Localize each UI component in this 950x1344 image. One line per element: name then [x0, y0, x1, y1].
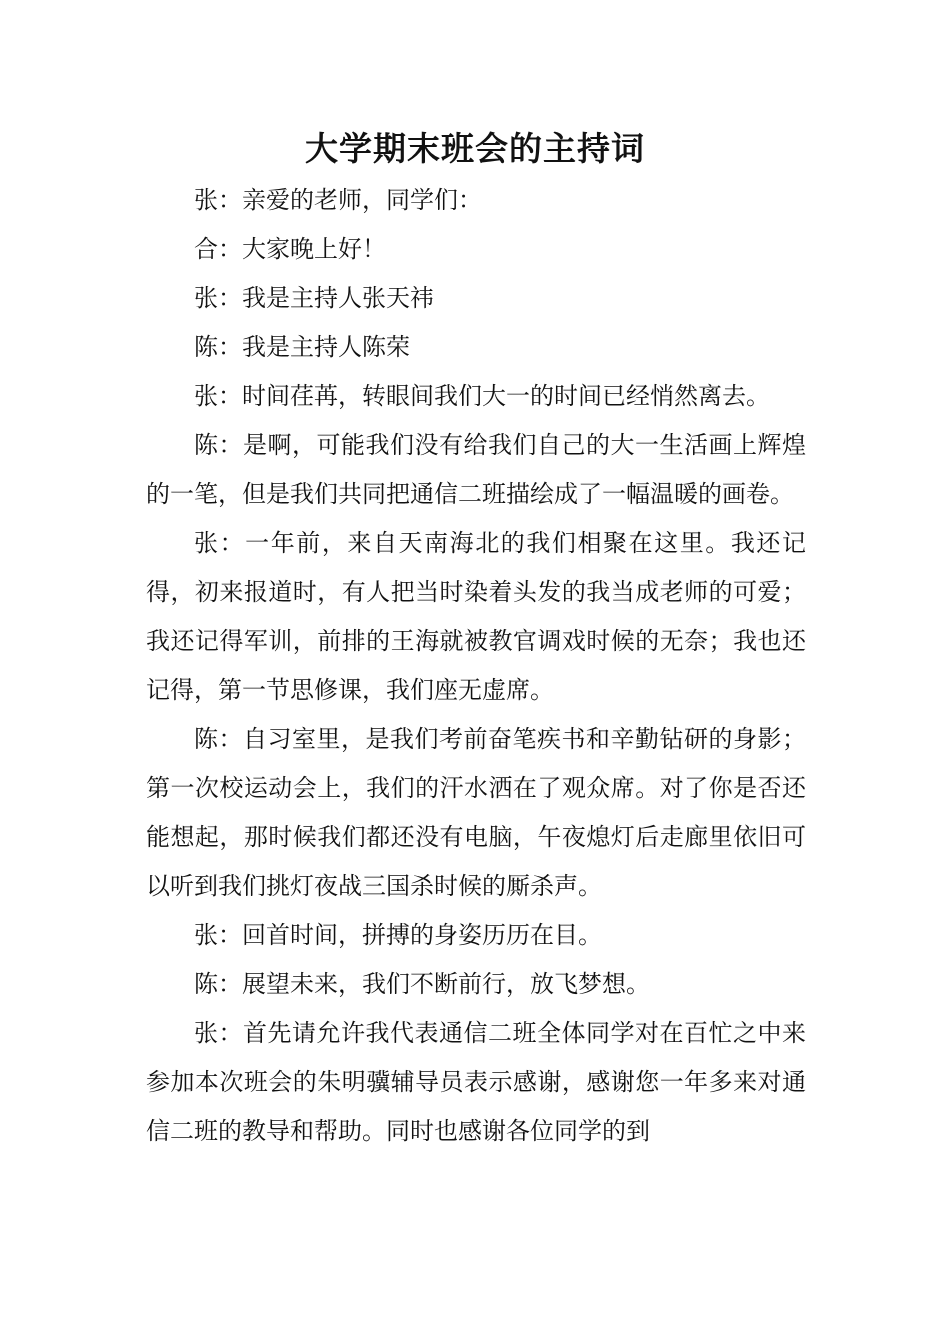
- paragraph: 张：首先请允许我代表通信二班全体同学对在百忙之中来参加本次班会的朱明骥辅导员表示感谢，感谢您一年多来对通信二班的教导和帮助。同时也感谢各位同学的到: [146, 1019, 806, 1145]
- paragraph: 陈：我是主持人陈荣: [194, 333, 410, 361]
- paragraph: 陈：是啊，可能我们没有给我们自己的大一生活画上辉煌的一笔，但是我们共同把通信二班描绘成了一幅温暖的画卷。: [146, 431, 806, 508]
- paragraph: 张：回首时间，拼搏的身姿历历在目。: [194, 921, 602, 949]
- paragraph: 合：大家晚上好！: [194, 235, 386, 263]
- paragraph: 陈：展望未来，我们不断前行，放飞梦想。: [194, 970, 650, 998]
- paragraph: 张：亲爱的老师，同学们：: [194, 186, 482, 214]
- document-body: [146, 176, 806, 1156]
- paragraph: 张：一年前，来自天南海北的我们相聚在这里。我还记得，初来报道时，有人把当时染着头发的我当成老师的可爱；我还记得军训，前排的王海就被教官调戏时候的无奈；我也还记得，第一节思修课，我们座无虚席。: [146, 529, 806, 704]
- paragraph: 陈：自习室里，是我们考前奋笔疾书和辛勤钻研的身影；第一次校运动会上，我们的汗水洒在了观众席。对了你是否还能想起，那时候我们都还没有电脑，午夜熄灯后走廊里依旧可以听到我们挑灯夜战三国杀时候的厮杀声。: [146, 725, 806, 900]
- paragraph: 张：时间荏苒，转眼间我们大一的时间已经悄然离去。: [194, 382, 770, 410]
- document-title: 大学期末班会的主持词: [305, 129, 645, 168]
- paragraph: 张：我是主持人张天祎: [194, 284, 434, 312]
